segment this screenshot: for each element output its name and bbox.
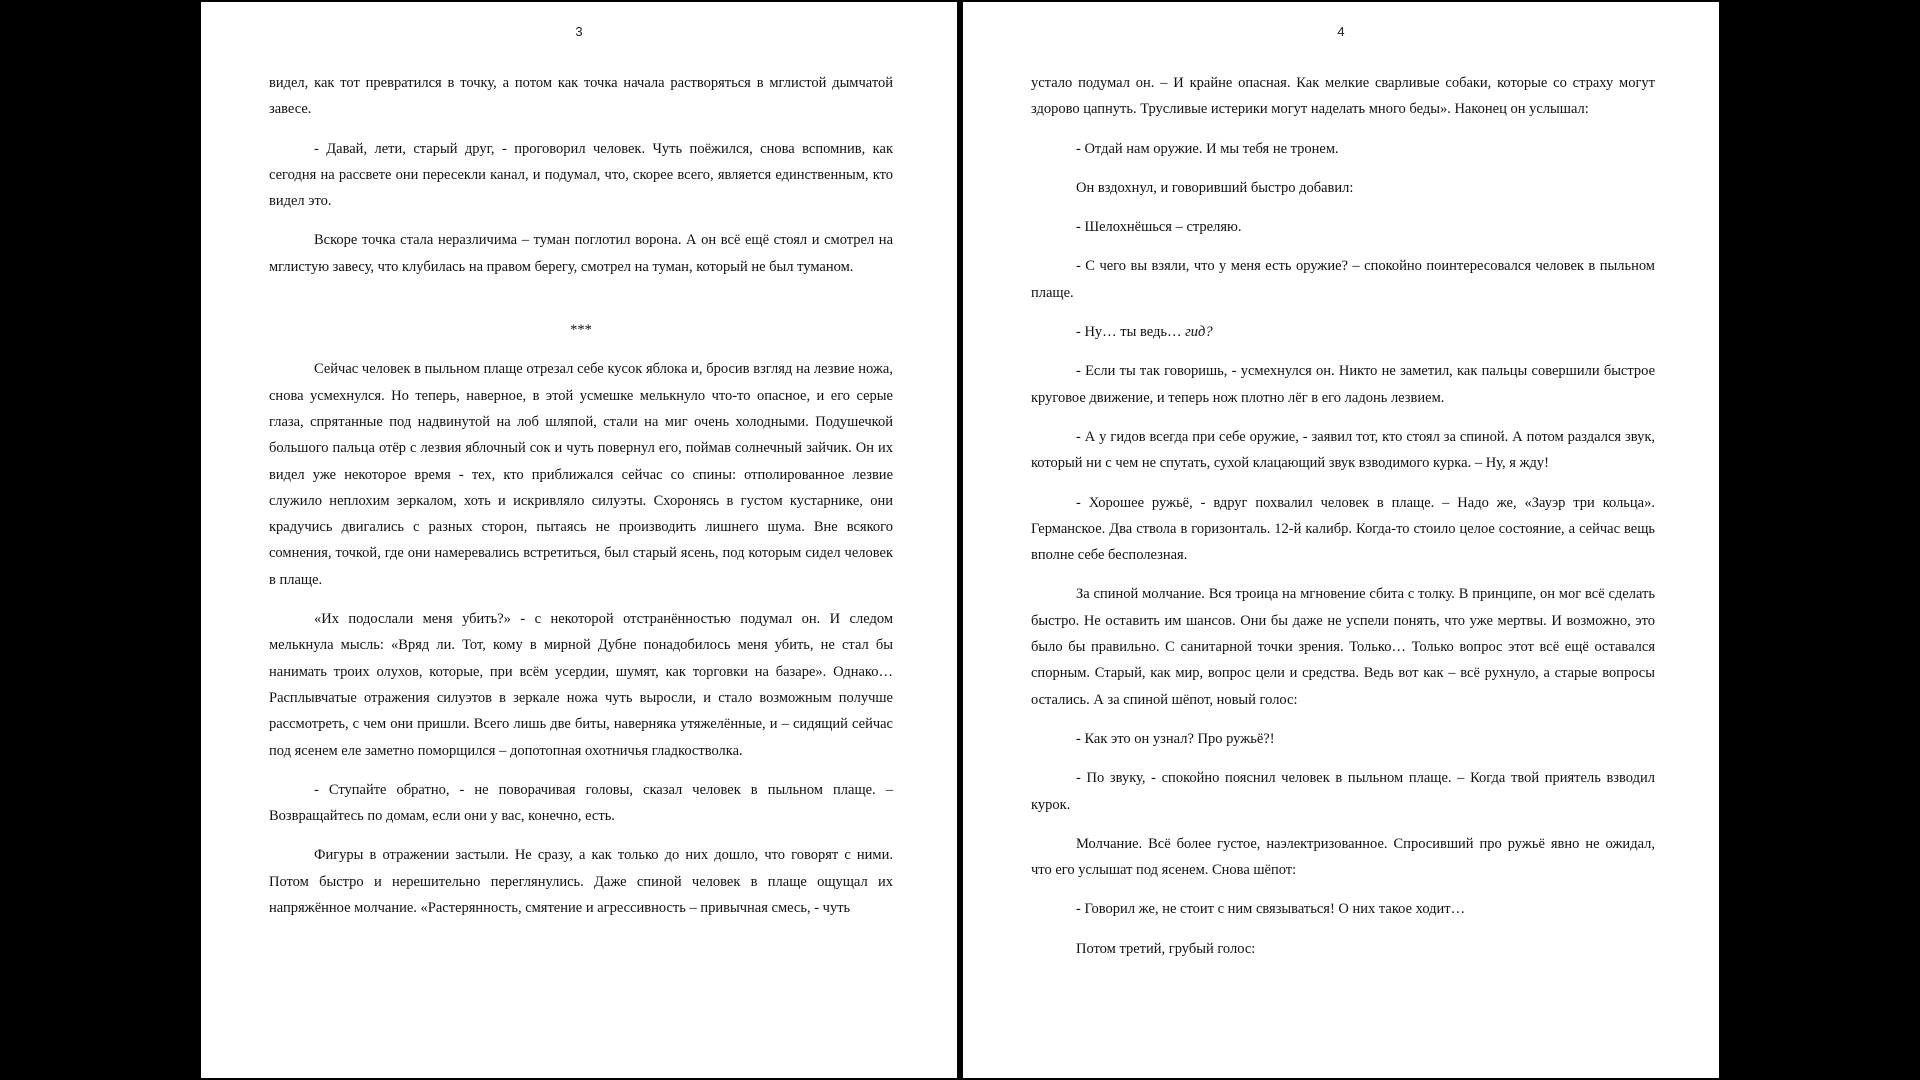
paragraph: - Ступайте обратно, - не поворачивая головы, сказал человек в пыльном плаще. – Возвращайтесь по домам, если они у вас, конечно, есть. — [269, 781, 893, 825]
paragraph: За спиной молчание. Вся троица на мгновение сбита с толку. В принципе, он мог всё сделать быстро. Не оставить им шансов. Они бы даже не успели понять, что уже мертвы. И возможно, это было бы правильно. С санитарной точки зрения. Только… Только вопрос этот всё ещё оставался спорным. Старый, как мир, вопрос цели и средства. Ведь вот как – всё рухнуло, а старые вопросы остались. А за спиной шёпот, новый голос: — [1031, 586, 1655, 708]
page-number: 4 — [1337, 24, 1345, 39]
paragraph: - С чего вы взяли, что у меня есть оружие? – спокойно поинтересовался человек в пыльном плаще. — [1031, 258, 1655, 301]
paragraph: Молчание. Всё более густое, наэлектризованное. Спросивший про ружьё явно не ожидал, что его услышат под ясенем. Снова шёпот: — [1031, 835, 1655, 879]
paragraph: Вскоре точка стала неразличима – туман поглотил ворона. А он всё ещё стоял и смотрел на мглистую завесу, что клубилась на правом берегу, смотрел на туман, который не был туманом. — [269, 232, 893, 275]
section-separator: *** — [570, 322, 592, 339]
paragraph: видел, как тот превратился в точку, а потом как точка начала растворяться в мглистой дымчатой завесе. — [269, 75, 893, 118]
paragraph: Потом третий, грубый голос: — [1076, 940, 1256, 957]
page-text — [269, 70, 893, 934]
paragraph: - Как это он узнал? Про ружьё?! — [1076, 730, 1275, 747]
paragraph: - По звуку, - спокойно пояснил человек в пыльном плаще. – Когда твой приятель взводил курок. — [1031, 770, 1655, 813]
paragraph: Фигуры в отражении застыли. Не сразу, а как только до них дошло, что говорят с ними. Потом быстро и нерешительно переглянулись. Даже спиной человек в плаще ощущал их напряжённое молчание. «Растерянность, смятение и агрессивность – привычная смесь, - чуть — [269, 847, 893, 917]
paragraph: устало подумал он. – И крайне опасная. Как мелкие сварливые собаки, которые со страху могут здорово цапнуть. Трусливые истерики могут наделать много беды». Наконец он услышал: — [1031, 75, 1655, 118]
page-number: 3 — [575, 24, 583, 39]
document-page-left — [199, 0, 959, 1080]
paragraph: - Отдай нам оружие. И мы тебя не тронем. — [1076, 140, 1339, 157]
paragraph: - Если ты так говоришь, - усмехнулся он. Никто не заметил, как пальцы совершили быстрое круговое движение, и теперь нож плотно лёг в его ладонь лезвием. — [1031, 363, 1655, 406]
paragraph: «Их подослали меня убить?» - с некоторой отстранённостью подумал он. И следом мелькнула мысль: «Вряд ли. Тот, кому в мирной Дубне понадобилось меня убить, не стал бы нанимать троих олухов, которые, при всём усердии, шумят, как торговки на базаре». Однако… Расплывчатые отражения силуэтов в зеркале ножа чуть выросли, и стало возможным получше рассмотреть, с чем они пришли. Всего лишь две биты, наверняка утяжелённые, и – сидящий сейчас под ясенем еле заметно поморщился – допотопная охотничья гладкостволка. — [269, 611, 893, 759]
paragraph: - Говорил же, не стоит с ним связываться! О них такое ходит… — [1076, 901, 1466, 918]
paragraph: - А у гидов всегда при себе оружие, - заявил тот, кто стоял за спиной. А потом раздался звук, который ни с чем не спутать, сухой клацающий звук взводимого курка. – Ну, я жду! — [1031, 428, 1655, 472]
page-text — [1031, 70, 1655, 975]
paragraph: - Хорошее ружьё, - вдруг похвалил человек в плаще. – Надо же, «Зауэр три кольца». Германское. Два ствола в горизонталь. 12-й калибр. Когда-то стоило целое состояние, а сейчас вещь вполне себе бесполезная. — [1031, 494, 1655, 564]
paragraph: Он вздохнул, и говоривший быстро добавил: — [1076, 179, 1354, 196]
paragraph: - Шелохнёшься – стреляю. — [1076, 219, 1242, 236]
paragraph-text: - Ну… ты ведь… — [1076, 324, 1182, 341]
paragraph: - Давай, лети, старый друг, - проговорил человек. Чуть поёжился, снова вспомнив, как сегодня на рассвете они пересекли канал, и подумал, что, скорее всего, является единственным, кто видел это. — [269, 140, 893, 210]
document-page-right — [961, 0, 1721, 1080]
paragraph: Сейчас человек в пыльном плаще отрезал себе кусок яблока и, бросив взгляд на лезвие ножа, снова усмехнулся. Но теперь, наверное, в этой усмешке мелькнуло что-то опасное, и его серые глаза, спрятанные под надвинутой на лоб шляпой, стали на миг очень холодными. Подушечкой большого пальца отёр с лезвия яблочный сок и чуть повернул его, поймав солнечный зайчик. Он их видел уже некоторое время - тех, кто приближался сейчас со спины: отполированное лезвие служило неплохим зеркалом, хоть и искривляло силуэты. Схоронясь в густом кустарнике, они крадучись двигались с разных сторон, пытаясь не производить лишнего шума. Вне всякого сомнения, точкой, где они намеревались встретиться, был старый ясень, под которым сидел человек в плаще. — [269, 361, 893, 588]
italic-word: гид? — [1185, 324, 1213, 341]
paragraph — [1031, 319, 1655, 345]
